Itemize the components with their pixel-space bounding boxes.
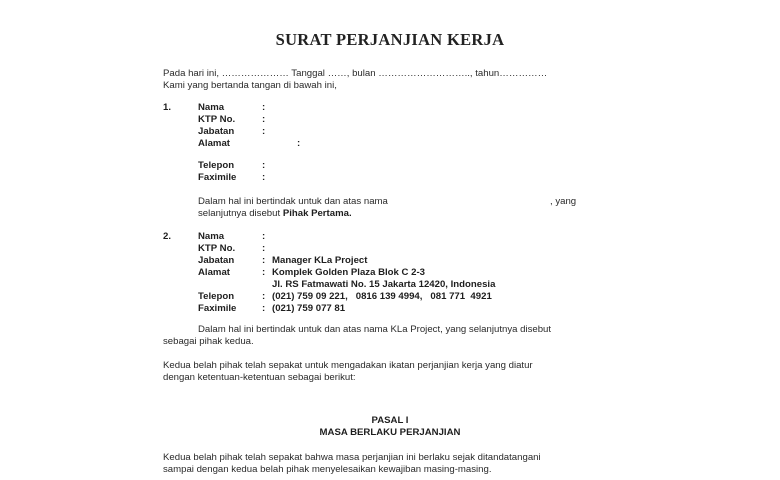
- party2-value-alamat-line2: Jl. RS Fatmawati No. 15 Jakarta 12420, Indonesia: [272, 279, 496, 290]
- pasal-subheading: MASA BERLAKU PERJANJIAN: [319, 427, 461, 438]
- pasal-line-1: Kedua belah pihak telah sepakat bahwa masa perjanjian ini berlaku sejak ditandatangani: [163, 452, 541, 463]
- party2-label-faximile: Faximile: [198, 303, 237, 314]
- opening-line-2: Kami yang bertanda tangan di bawah ini,: [163, 80, 337, 91]
- pihak-pertama-label: Pihak Pertama.: [282, 208, 352, 219]
- party2-statement-2: sebagai pihak kedua.: [163, 336, 254, 347]
- party2-label-alamat: Alamat: [198, 267, 230, 278]
- party2-label-nama: Nama: [198, 231, 225, 242]
- party2-value-faximile: (021) 759 077 81: [272, 303, 346, 314]
- party1-label-telepon: Telepon: [198, 160, 235, 171]
- party2-statement-1: Dalam hal ini bertindak untuk dan atas nama KLa Project, yang selanjutnya disebut: [198, 324, 552, 335]
- opening-line-1: Pada hari ini, ………………… Tanggal ……, bulan ……………………….., tahun……………: [163, 68, 548, 79]
- party1-sep-nama: :: [262, 102, 266, 113]
- party1-label-jabatan: Jabatan: [198, 126, 235, 137]
- party1-sep-jabatan: :: [262, 126, 266, 137]
- party2-sep-faximile: :: [262, 303, 266, 314]
- party1-statement-2: selanjutnya disebut Pihak Pertama.: [198, 208, 352, 219]
- party1-label-faximile: Faximile: [198, 172, 237, 183]
- party2-sep-ktp: :: [262, 243, 266, 254]
- party1-sep-alamat: :: [297, 138, 301, 149]
- party2-sep-jabatan: :: [262, 255, 266, 266]
- party2-sep-nama: :: [262, 231, 266, 242]
- party1-sep-ktp: :: [262, 114, 266, 125]
- pasal-line-2: sampai dengan kedua belah pihak menyelesaikan kewajiban masing-masing.: [163, 464, 492, 475]
- party1-label-ktp: KTP No.: [198, 114, 236, 125]
- party1-number: 1.: [163, 102, 172, 113]
- party1-sep-telepon: :: [262, 160, 266, 171]
- agreement-line-2: dengan ketentuan-ketentuan sebagai berikut:: [163, 372, 356, 383]
- party2-sep-alamat: :: [262, 267, 266, 278]
- party1-label-nama: Nama: [198, 102, 225, 113]
- party1-statement-1b: , yang: [550, 196, 577, 207]
- party2-sep-telepon: :: [262, 291, 266, 302]
- party2-label-jabatan: Jabatan: [198, 255, 235, 266]
- pasal-heading: PASAL I: [371, 415, 409, 426]
- party2-label-ktp: KTP No.: [198, 243, 236, 254]
- party2-number: 2.: [163, 231, 172, 242]
- party2-value-jabatan: Manager KLa Project: [272, 255, 368, 266]
- party2-value-telepon: (021) 759 09 221, 0816 139 4994, 081 771 4921: [272, 291, 492, 302]
- party1-label-alamat: Alamat: [198, 138, 230, 149]
- agreement-line-1: Kedua belah pihak telah sepakat untuk mengadakan ikatan perjanjian kerja yang diatur: [163, 360, 533, 371]
- party1-statement-1a: Dalam hal ini bertindak untuk dan atas nama: [198, 196, 388, 207]
- party1-sep-faximile: :: [262, 172, 266, 183]
- document-title: SURAT PERJANJIAN KERJA: [275, 30, 505, 49]
- party2-value-alamat: Komplek Golden Plaza Blok C 2-3: [272, 267, 426, 278]
- party2-label-telepon: Telepon: [198, 291, 235, 302]
